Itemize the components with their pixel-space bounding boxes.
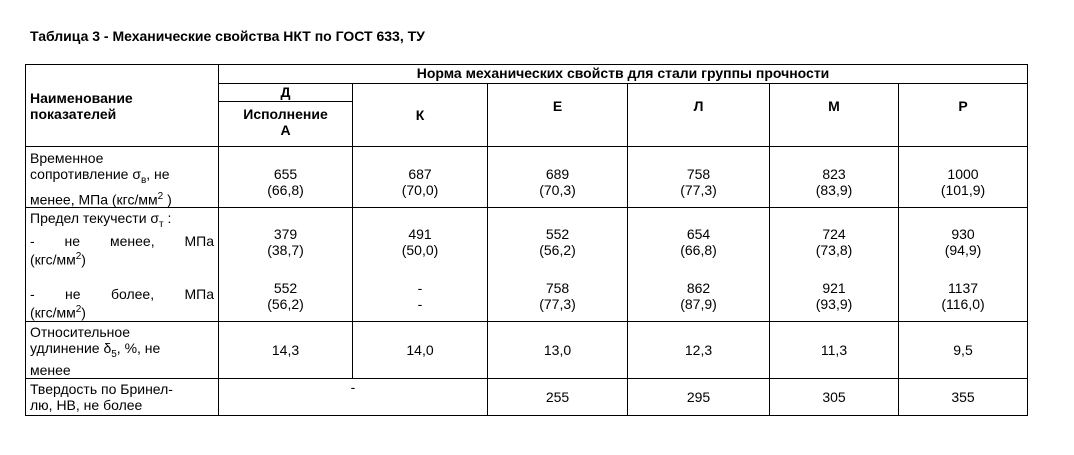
hardness-m: 305	[770, 379, 899, 416]
norm-header: Норма механических свойств для стали группы прочности	[219, 65, 1028, 84]
tensile-label-line2b: , не	[146, 166, 170, 182]
yield-min-d-value: 379	[273, 226, 298, 243]
tensile-p-value: 1000	[947, 166, 979, 182]
hardness-dk: -	[219, 379, 488, 416]
elong-k: 14,0	[353, 321, 488, 379]
yield-min-e-value: 552	[545, 226, 570, 243]
hardness-label-line2: лю, НВ, не более	[30, 397, 143, 414]
yield-min-e-kgf: (56,2)	[539, 242, 576, 259]
param-column-header	[26, 65, 219, 147]
tensile-label-sub: в	[140, 174, 147, 186]
yield-min-label-sup: 2	[75, 251, 82, 263]
yield-max-label-line2	[30, 302, 214, 321]
hardness-l: 295	[628, 379, 770, 416]
yield-min-p-value: 930	[951, 226, 975, 243]
tensile-m	[770, 147, 899, 208]
yield-max-label-sup: 2	[75, 303, 82, 315]
table-title: Таблица 3 - Механические свойства НКТ по ГОСТ 633, ТУ	[30, 28, 425, 44]
cell-gap	[357, 258, 483, 280]
hardness-p: 355	[899, 379, 1028, 416]
yield-e	[488, 208, 628, 321]
yield-d	[219, 208, 353, 321]
tensile-label-line3b: )	[163, 191, 172, 208]
yield-max-label-line2b: )	[81, 304, 86, 321]
row-label-tensile	[26, 147, 219, 208]
yield-min-d-kgf: (38,7)	[267, 242, 304, 259]
elong-label-line3: менее	[30, 362, 71, 379]
tensile-k-value: 687	[408, 166, 432, 182]
elong-d: 14,3	[219, 321, 353, 379]
tensile-l	[628, 147, 770, 208]
table-row	[26, 208, 1028, 321]
cell-gap	[632, 258, 765, 280]
yield-max-k-kgf: -	[417, 296, 423, 313]
group-p-header: Р	[899, 84, 1028, 147]
elong-label-line2	[30, 340, 214, 363]
elong-l: 12,3	[628, 321, 770, 379]
yield-label-sub: т	[159, 219, 164, 231]
row-label-elongation	[26, 321, 219, 379]
yield-min-label-line2a: (кгс/мм	[30, 251, 76, 268]
tensile-m-value: 823	[822, 166, 846, 182]
table-row	[26, 379, 1028, 416]
tensile-e	[488, 147, 628, 208]
tensile-d-kgf: (66,8)	[267, 182, 304, 198]
yield-max-e-value: 758	[545, 280, 570, 297]
yield-max-label-line2a: (кгс/мм	[30, 304, 76, 321]
yield-max-d-value: 552	[273, 280, 298, 297]
yield-max-k-value: -	[417, 280, 423, 297]
yield-max-m-value: 921	[822, 280, 846, 297]
yield-min-k-kgf: (50,0)	[401, 242, 439, 259]
yield-max-p-value: 1137	[947, 280, 979, 297]
yield-k	[353, 208, 488, 321]
yield-min-l-value: 654	[686, 226, 711, 243]
yield-label-head-b: :	[163, 210, 172, 227]
yield-min-m-value: 724	[822, 226, 846, 243]
yield-max-l-kgf: (87,9)	[680, 296, 717, 313]
table-row	[26, 147, 1028, 208]
tensile-label-line2	[30, 166, 214, 189]
elong-e: 13,0	[488, 321, 628, 379]
tensile-label-line3a: менее, МПа (кгс/мм	[30, 191, 158, 208]
tensile-label-sup: 2	[157, 190, 164, 202]
tensile-l-value: 758	[686, 166, 711, 182]
group-d-header: Д	[219, 84, 353, 102]
tensile-label-line3	[30, 189, 214, 208]
cell-gap	[223, 258, 348, 280]
yield-max-e-kgf: (77,3)	[539, 296, 576, 313]
yield-max-m-kgf: (93,9)	[815, 296, 853, 313]
tensile-e-value: 689	[545, 166, 570, 182]
cell-gap	[492, 258, 623, 280]
group-k-header: К	[353, 84, 488, 147]
group-m-header: М	[770, 84, 899, 147]
yield-min-label-line2	[30, 249, 214, 268]
yield-max-label-line1: - не более, МПа	[30, 285, 214, 302]
elong-label-sub: 5	[111, 348, 117, 360]
elong-p: 9,5	[899, 321, 1028, 379]
yield-max-l-value: 862	[686, 280, 711, 297]
group-l-header: Л	[628, 84, 770, 147]
yield-label-gap	[30, 268, 214, 286]
yield-min-m-kgf: (73,8)	[815, 242, 853, 259]
yield-label-head-a: Предел текучести σ	[30, 210, 160, 227]
yield-p	[899, 208, 1028, 321]
row-label-hardness	[26, 379, 219, 416]
group-d-sub-header: Исполнение А	[219, 102, 353, 147]
tensile-p-kgf: (101,9)	[940, 182, 986, 198]
tensile-l-kgf: (77,3)	[680, 182, 717, 198]
cell-gap	[774, 258, 894, 280]
tensile-d-value: 655	[273, 166, 298, 182]
tensile-e-kgf: (70,3)	[539, 182, 576, 198]
elong-label-line1: Относительное	[30, 323, 130, 340]
param-column-header-text: Наименование показателей	[30, 89, 133, 122]
yield-min-k-value: 491	[408, 226, 432, 243]
yield-m	[770, 208, 899, 321]
tensile-k	[353, 147, 488, 208]
row-label-yield	[26, 208, 219, 321]
elong-label-line2b: , %, не	[116, 339, 161, 356]
yield-l	[628, 208, 770, 321]
yield-min-l-kgf: (66,8)	[680, 242, 717, 259]
elong-label-line2a: удлинение δ	[30, 339, 112, 356]
cell-gap	[903, 258, 1023, 280]
elong-m: 11,3	[770, 321, 899, 379]
tensile-p	[899, 147, 1028, 208]
tensile-label-line2a: сопротивление σ	[30, 166, 141, 182]
hardness-label-line1: Твердость по Бринел-	[30, 381, 173, 398]
group-e-header: Е	[488, 84, 628, 147]
tensile-label-line1: Временное	[30, 150, 104, 166]
mechanical-properties-table	[25, 64, 1028, 416]
tensile-d	[219, 147, 353, 208]
hardness-e: 255	[488, 379, 628, 416]
yield-max-d-kgf: (56,2)	[267, 296, 304, 313]
yield-min-p-kgf: (94,9)	[944, 242, 982, 259]
table-row	[26, 321, 1028, 379]
yield-min-label-line2b: )	[81, 251, 86, 268]
yield-min-label-line1: - не менее, МПа	[30, 233, 214, 250]
tensile-m-kgf: (83,9)	[815, 182, 853, 198]
yield-label-head	[30, 210, 214, 233]
tensile-k-kgf: (70,0)	[401, 182, 439, 198]
yield-max-p-kgf: (116,0)	[941, 296, 985, 313]
